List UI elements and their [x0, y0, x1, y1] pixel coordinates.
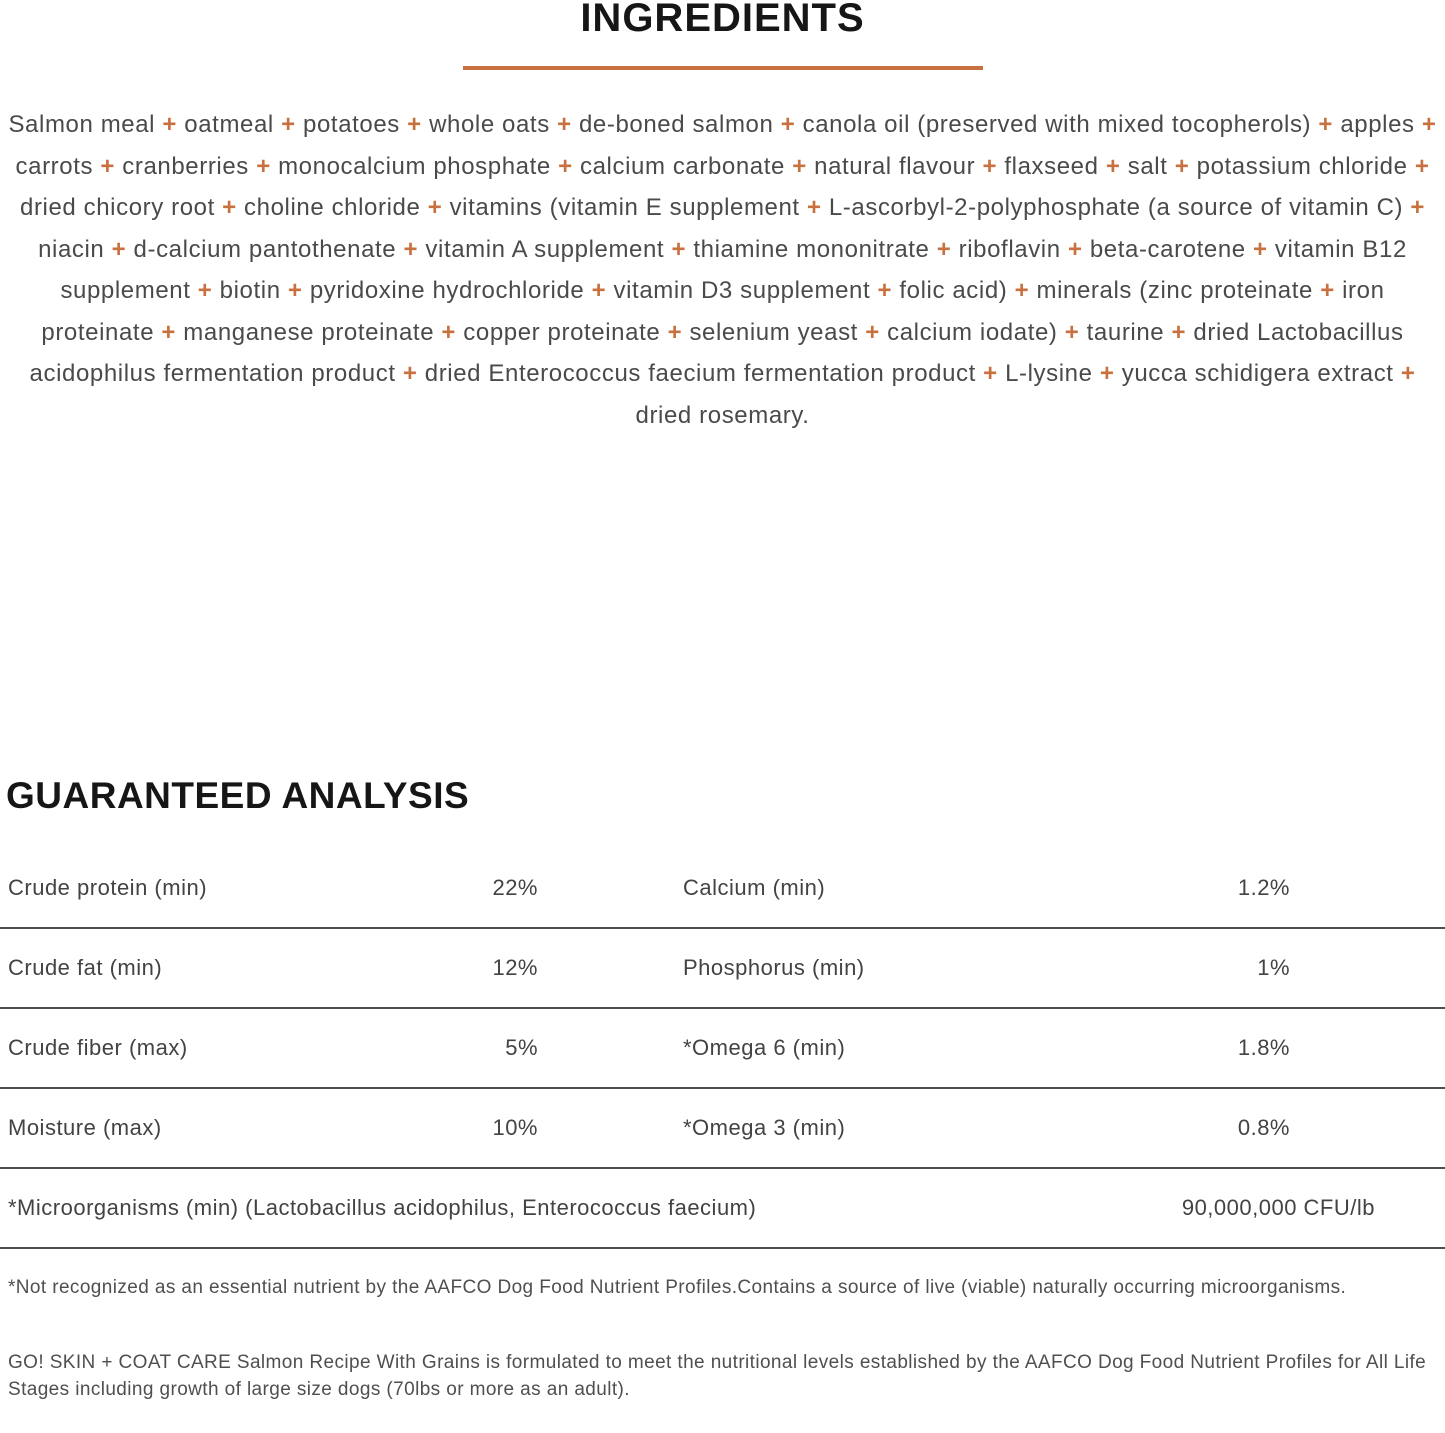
analysis-left-cell: [8, 875, 538, 901]
plus-separator-icon: +: [395, 360, 425, 387]
nutrient-value: 0.8%: [1237, 1114, 1290, 1140]
nutrient-value: 90,000,000 CFU/lb: [1181, 1194, 1375, 1220]
plus-separator-icon: +: [1164, 318, 1194, 346]
nutrient-value: 1.2%: [1237, 874, 1290, 900]
nutrient-label: *Microorganisms (min) (Lactobacillus acidophilus, Enterococcus faecium): [8, 1194, 757, 1220]
analysis-title: GUARANTEED ANALYSIS: [6, 775, 470, 816]
plus-separator-icon: +: [584, 277, 614, 304]
nutrient-label: Crude fiber (max): [8, 1034, 188, 1060]
plus-separator-icon: +: [1092, 360, 1122, 387]
plus-separator-icon: +: [857, 318, 888, 346]
analysis-left-cell: [8, 1115, 538, 1141]
nutrient-label: *Omega 6 (min): [683, 1034, 846, 1060]
nutrient-label: Crude fat (min): [8, 954, 163, 980]
analysis-right-cell: [683, 1035, 1290, 1061]
plus-separator-icon: +: [660, 318, 690, 346]
plus-separator-icon: +: [1060, 235, 1090, 263]
plus-separator-icon: +: [280, 277, 310, 304]
plus-separator-icon: +: [549, 111, 579, 138]
analysis-right-cell: [683, 1115, 1290, 1141]
plus-separator-icon: +: [1057, 318, 1087, 346]
ingredients-text: Salmon meal + oatmeal + potatoes + whole oats + de-boned salmon + canola oil (preserved with mixed tocopherols) + apples + carrots + cranberries + monocalcium phosphate + calcium carbonate + natural flavour + flaxseed + salt + potassium chloride + dried chicory root + choline chloride + vitamins (vitamin E supplement + L-ascorbyl-2-polyphosphate (a source of vitamin C) + niacin + d-calcium pantothenate + vitamin A supplement + thiamine mononitrate + riboflavin + beta-carotene + vitamin B12 supplement + biotin + pyridoxine hydrochloride + vitamin D3 supplement + folic acid) + minerals (zinc proteinate + iron proteinate + manganese proteinate + copper proteinate + selenium yeast + calcium iodate) + taurine + dried Lactobacillus acidophilus fermentation product + dried Enterococcus faecium fermentation product + L-lysine + yucca schidigera extract + dried rosemary.: [8, 111, 1437, 429]
nutrient-value: 12%: [492, 954, 538, 980]
plus-separator-icon: +: [248, 152, 279, 180]
plus-separator-icon: +: [190, 277, 220, 304]
nutrient-value: 1%: [1257, 954, 1290, 980]
plus-separator-icon: +: [396, 235, 426, 263]
asterisk-footnote: *Not recognized as an essential nutrient by the AAFCO Dog Food Nutrient Profiles.Contains a source of live (viable) naturally occurring microorganisms.: [8, 1276, 1347, 1298]
plus-separator-icon: +: [1407, 152, 1430, 180]
ingredients-section: [0, 0, 1445, 436]
nutrient-label: Phosphorus (min): [683, 954, 865, 980]
analysis-table-row: [0, 1089, 1445, 1169]
analysis-table-row: [0, 849, 1445, 929]
analysis-table: [0, 849, 1445, 1249]
plus-separator-icon: +: [1403, 194, 1425, 221]
aafco-statement: GO! SKIN + COAT CARE Salmon Recipe With Grains is formulated to meet the nutritional levels established by the AAFCO Dog Food Nutrient Profiles for All Life Stages including growth of large size dogs (70lbs or more as an adult).: [8, 1351, 1427, 1400]
nutrient-value: 1.8%: [1237, 1034, 1290, 1060]
plus-separator-icon: +: [550, 152, 580, 180]
nutrient-value: 10%: [492, 1114, 538, 1140]
nutrient-value: 5%: [505, 1034, 538, 1060]
plus-separator-icon: +: [1393, 360, 1416, 387]
plus-separator-icon: +: [1007, 277, 1037, 304]
analysis-table-row: [0, 1009, 1445, 1089]
ingredients-title: INGREDIENTS: [580, 0, 865, 40]
plus-separator-icon: +: [784, 152, 815, 180]
nutrient-label: Moisture (max): [8, 1114, 162, 1140]
microorganisms-row: [0, 1169, 1445, 1249]
plus-separator-icon: +: [155, 111, 185, 138]
plus-separator-icon: +: [799, 194, 829, 221]
plus-separator-icon: +: [1311, 111, 1341, 138]
plus-separator-icon: +: [975, 152, 1005, 180]
nutrient-label: Calcium (min): [683, 874, 826, 900]
analysis-table-row: [0, 929, 1445, 1009]
analysis-right-cell: [683, 875, 1290, 901]
plus-separator-icon: +: [93, 152, 123, 180]
plus-separator-icon: +: [420, 194, 450, 221]
plus-separator-icon: +: [399, 111, 430, 138]
analysis-section: [0, 776, 1445, 1249]
plus-separator-icon: +: [1167, 152, 1197, 180]
nutrient-label: Crude protein (min): [8, 874, 208, 900]
analysis-right-cell: [683, 955, 1290, 981]
plus-separator-icon: +: [1312, 277, 1343, 304]
plus-separator-icon: +: [664, 235, 694, 263]
nutrient-value: 22%: [492, 874, 538, 900]
plus-separator-icon: +: [1414, 111, 1437, 138]
plus-separator-icon: +: [273, 111, 304, 138]
plus-separator-icon: +: [1098, 152, 1128, 180]
plus-separator-icon: +: [104, 235, 134, 263]
nutrient-label: *Omega 3 (min): [683, 1114, 846, 1140]
accent-divider: [463, 66, 983, 70]
plus-separator-icon: +: [434, 318, 464, 346]
analysis-rows-host: [0, 849, 1445, 1169]
plus-separator-icon: +: [773, 111, 803, 138]
plus-separator-icon: +: [214, 194, 245, 221]
plus-separator-icon: +: [870, 277, 900, 304]
analysis-left-cell: [8, 1035, 538, 1061]
plus-separator-icon: +: [154, 318, 184, 346]
plus-separator-icon: +: [975, 360, 1006, 387]
plus-separator-icon: +: [1245, 235, 1275, 263]
analysis-left-cell: [8, 955, 538, 981]
plus-separator-icon: +: [929, 235, 959, 263]
